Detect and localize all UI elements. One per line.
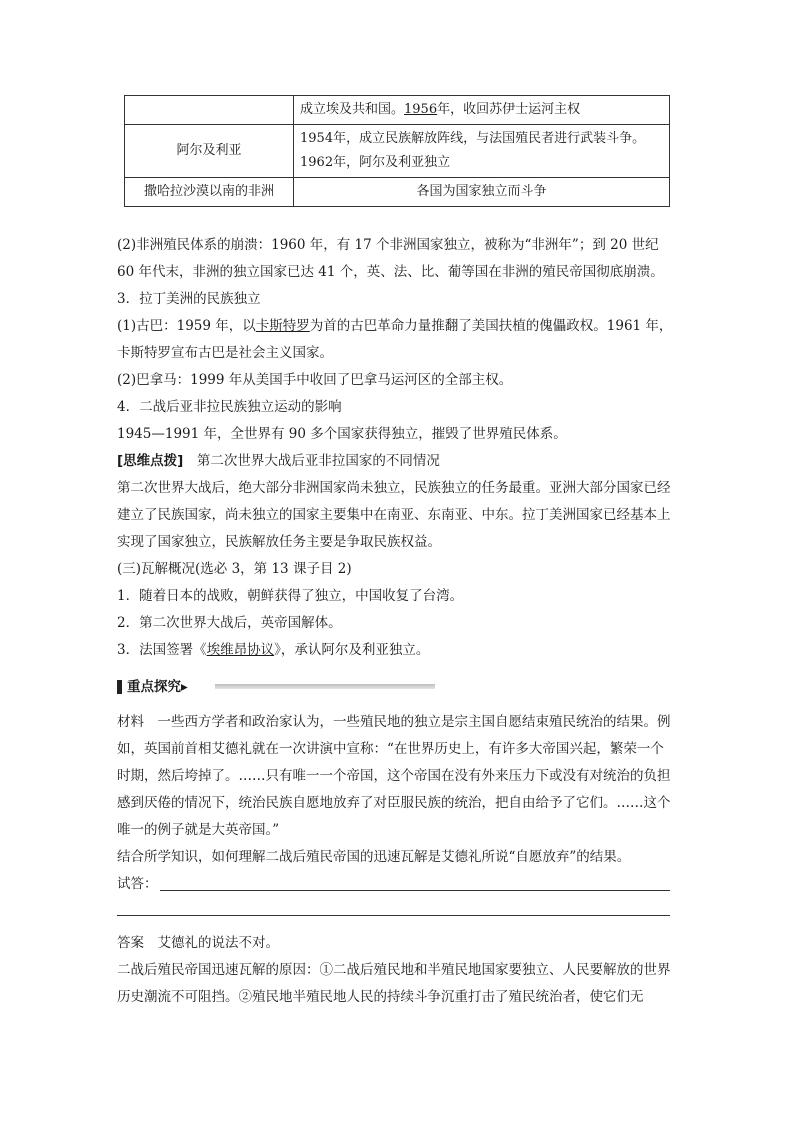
table-cell-country: 阿尔及利亚 (125, 125, 294, 178)
table-cell (294, 125, 670, 178)
tip-title: 第二次世界大战后亚非拉国家的不同情况 (196, 453, 440, 469)
tip-label: [思维点拨] (117, 453, 184, 469)
paragraph-africa: (2)非洲殖民体系的崩溃：1960 年，有 17 个非洲国家独立，被称为“非洲年”；到 20 世纪 60 年代末，非洲的独立国家已达 41 个，英、法、比、葡等国在非洲的殖民帝国彻底崩溃。 (117, 237, 664, 280)
independence-table (124, 95, 670, 207)
text: (1)古巴：1959 年，以 (117, 318, 256, 334)
answer-label: 答案 (117, 935, 144, 951)
section-marker (117, 680, 122, 694)
paragraph-tip: 第二次世界大战后，绝大部分非洲国家尚未独立，民族独立的任务最重。亚洲大部分国家已经建立了民族国家，尚未独立的国家主要集中在南亚、东南亚、中东。拉丁美洲国家已经基本上实现了国家独立，民族解放任务主要是争取民族权益。 (117, 480, 671, 550)
list-item: 1．随着日本的战败，朝鲜获得了独立，中国收复了台湾。 (117, 588, 464, 604)
underlined-term: 卡斯特罗 (255, 318, 310, 334)
table-row (125, 96, 670, 125)
question-text: 结合所学知识，如何理解二战后殖民帝国的迅速瓦解是艾德礼所说“自愿放弃”的结果。 (117, 849, 631, 865)
text: 》，承认阿尔及利亚独立。 (274, 642, 430, 658)
table-cell: 各国为国家独立而斗争 (294, 178, 670, 207)
text: 为首的古巴革命力量推翻了美国扶植的傀儡政权。1961 年，卡斯特罗宣布古巴是社会主义国家。 (117, 318, 673, 361)
cell-text: 1954年，成立民族解放阵线，与法国殖民者进行武装斗争。 (300, 131, 646, 146)
paragraph-cuba (117, 313, 677, 367)
answer-line[interactable] (117, 915, 670, 916)
cell-text: 1962年，阿尔及利亚独立 (300, 155, 451, 170)
cell-year: 1956 (404, 102, 438, 117)
heading-impact: 4．二战后亚非拉民族独立运动的影响 (117, 399, 342, 415)
table-row (125, 125, 670, 178)
underlined-term: 埃维昂协议 (206, 642, 275, 658)
section-header-key-inquiry (117, 678, 435, 696)
table-cell-region: 撒哈拉沙漠以南的非洲 (125, 178, 294, 207)
heading-latin-america: 3．拉丁美洲的民族独立 (117, 291, 261, 307)
try-answer-label: 试答： (117, 876, 158, 892)
list-item: 2．第二次世界大战后，英帝国解体。 (117, 615, 342, 631)
paragraph-impact: 1945—1991 年，全世界有 90 多个国家获得独立，摧毁了世界殖民体系。 (117, 426, 567, 442)
thinking-tip-heading (117, 448, 677, 475)
paragraph-answer: 二战后殖民帝国迅速瓦解的原因：①二战后殖民地和半殖民地国家要独立、人民要解放的世界历史潮流不可阻挡。②殖民地半殖民地人民的持续斗争沉重打击了殖民统治者，使它们无 (117, 962, 671, 1005)
paragraph-panama: (2)巴拿马：1999 年从美国手中收回了巴拿马运河区的全部主权。 (117, 372, 513, 388)
cell-text: 年，收回苏伊士运河主权 (437, 102, 581, 117)
cell-text: 成立埃及共和国。 (300, 102, 405, 117)
answer-heading (117, 930, 677, 957)
table-row (125, 178, 670, 207)
list-item (117, 637, 677, 664)
heading-collapse: (三)瓦解概况(选必 3，第 13 课子目 2) (117, 561, 352, 577)
section-label: 重点探究▸ (127, 679, 188, 695)
answer-text: 艾德礼的说法不对。 (157, 935, 279, 951)
paragraph-material: 材料 一些西方学者和政治家认为，一些殖民地的独立是宗主国自愿结束殖民统治的结果。例如，英国前首相艾德礼就在一次讲演中宣称：“在世界历史上，有许多大帝国兴起，繁荣一个时期，然后垮掉了。……只有唯一一个帝国，这个帝国在没有外来压力下或没有对统治的负担感到厌倦的情况下，统治民族自愿地放弃了对臣服民族的统治，把自由给予了它们。……这个唯一的例子就是大英帝国。” (117, 714, 671, 838)
table-cell (125, 96, 294, 125)
text: 3．法国签署《 (117, 642, 207, 658)
section-rule (215, 684, 435, 689)
answer-line[interactable] (160, 890, 670, 891)
table-cell (294, 96, 670, 125)
